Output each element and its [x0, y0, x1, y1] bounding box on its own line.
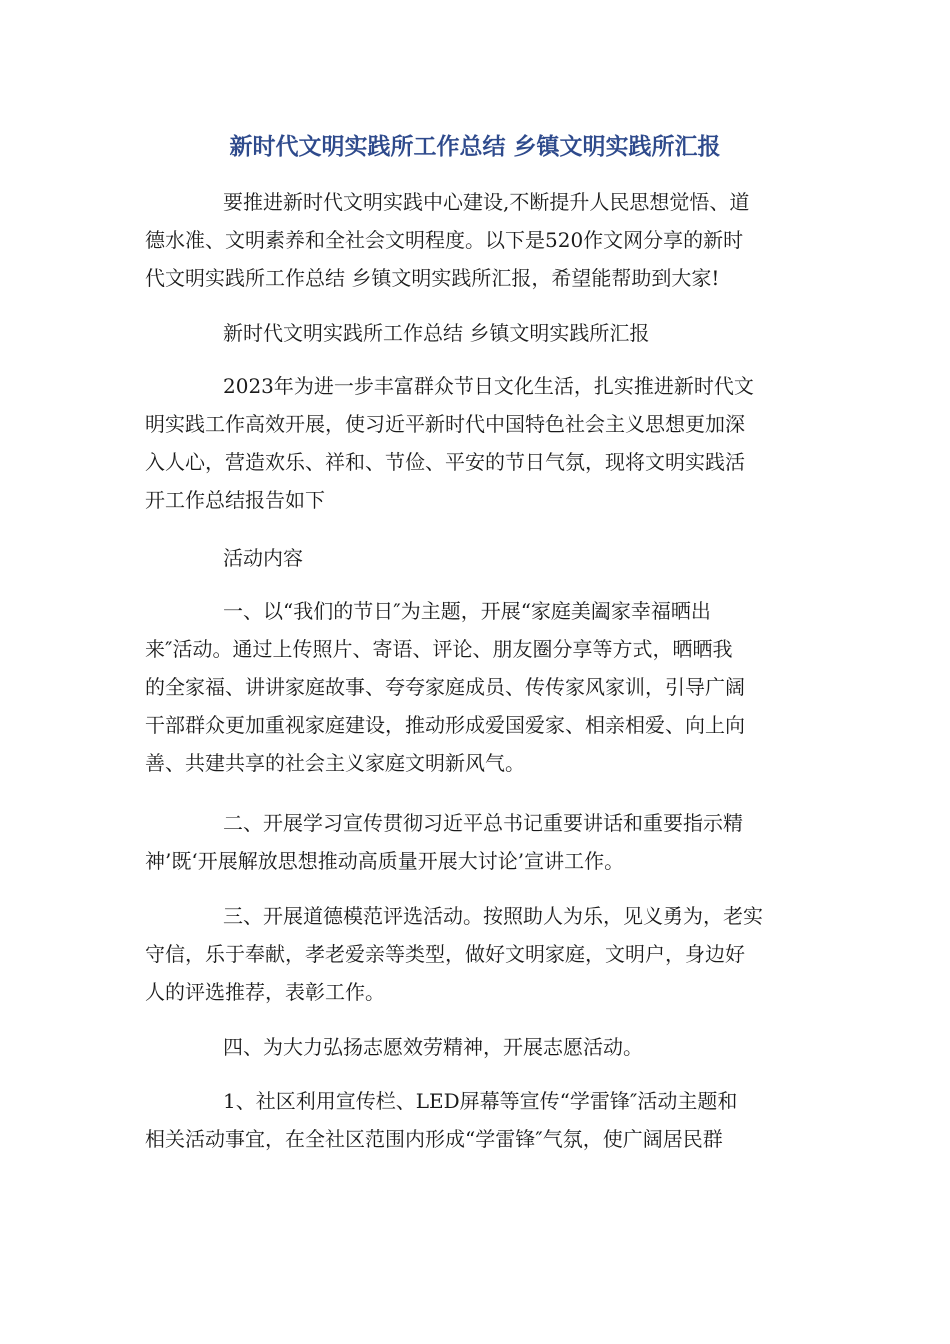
text-line: 1、社区利用宣传栏、LED屏幕等宣传“学雷锋″活动主题和	[223, 1089, 738, 1113]
text-line: 开工作总结报告如下	[145, 488, 325, 512]
text-line: 相关活动事宜，在全社区范围内形成“学雷锋″气氛，使广阔居民群	[145, 1127, 723, 1151]
item4-paragraph	[145, 1028, 805, 1066]
document-title: 新时代文明实践所工作总结 乡镇文明实践所汇报	[229, 134, 721, 160]
text-line: 干部群众更加重视家庭建设，推动形成爱国爱家、相亲相爱、向上向	[145, 713, 745, 737]
item5-paragraph	[145, 1082, 805, 1158]
item3-paragraph	[145, 897, 805, 1011]
text-line: 神’既‘开展解放思想推动高质量开展大讨论’宣讲工作。	[145, 849, 625, 873]
summary-paragraph	[145, 367, 805, 519]
text-line: 的全家福、讲讲家庭故事、夸夸家庭成员、传传家风家训，引导广阔	[145, 675, 745, 699]
subtitle: 新时代文明实践所工作总结 乡镇文明实践所汇报	[223, 321, 650, 345]
intro-paragraph	[145, 183, 805, 297]
text-line: 四、为大力弘扬志愿效劳精神，开展志愿活动。	[223, 1035, 643, 1059]
item1-paragraph	[145, 592, 805, 782]
text-line: 善、共建共享的社会主义家庭文明新风气。	[145, 751, 525, 775]
text-line: 一、以“我们的节日″为主题，开展“家庭美阖家幸福晒出	[223, 599, 711, 623]
text-line: 三、开展道德模范评选活动。按照助人为乐，见义勇为，老实	[223, 904, 763, 928]
section-heading: 活动内容	[223, 546, 303, 570]
text-line: 代文明实践所工作总结 乡镇文明实践所汇报，希望能帮助到大家!	[145, 266, 720, 290]
text-line: 入人心，营造欢乐、祥和、节俭、平安的节日气氛，现将文明实践活	[145, 450, 745, 474]
text-line: 明实践工作高效开展，使习近平新时代中国特色社会主义思想更加深	[145, 412, 745, 436]
text-line: 二、开展学习宣传贯彻习近平总书记重要讲话和重要指示精	[223, 811, 743, 835]
text-line: 守信，乐于奉献，孝老爱亲等类型，做好文明家庭，文明户，身边好	[145, 942, 745, 966]
item2-paragraph	[145, 804, 805, 880]
text-line: 德水准、文明素养和全社会文明程度。以下是520作文网分享的新时	[145, 228, 744, 252]
text-line: 2023年为进一步丰富群众节日文化生活，扎实推进新时代文	[223, 374, 754, 398]
subtitle-paragraph	[145, 314, 805, 352]
text-line: 来″活动。通过上传照片、寄语、评论、朋友圈分享等方式，晒晒我	[145, 637, 733, 661]
activity-heading-paragraph	[145, 539, 805, 577]
text-line: 人的评选推荐，表彰工作。	[145, 980, 385, 1004]
text-line: 要推进新时代文明实践中心建设,不断提升人民思想觉悟、道	[223, 190, 750, 214]
